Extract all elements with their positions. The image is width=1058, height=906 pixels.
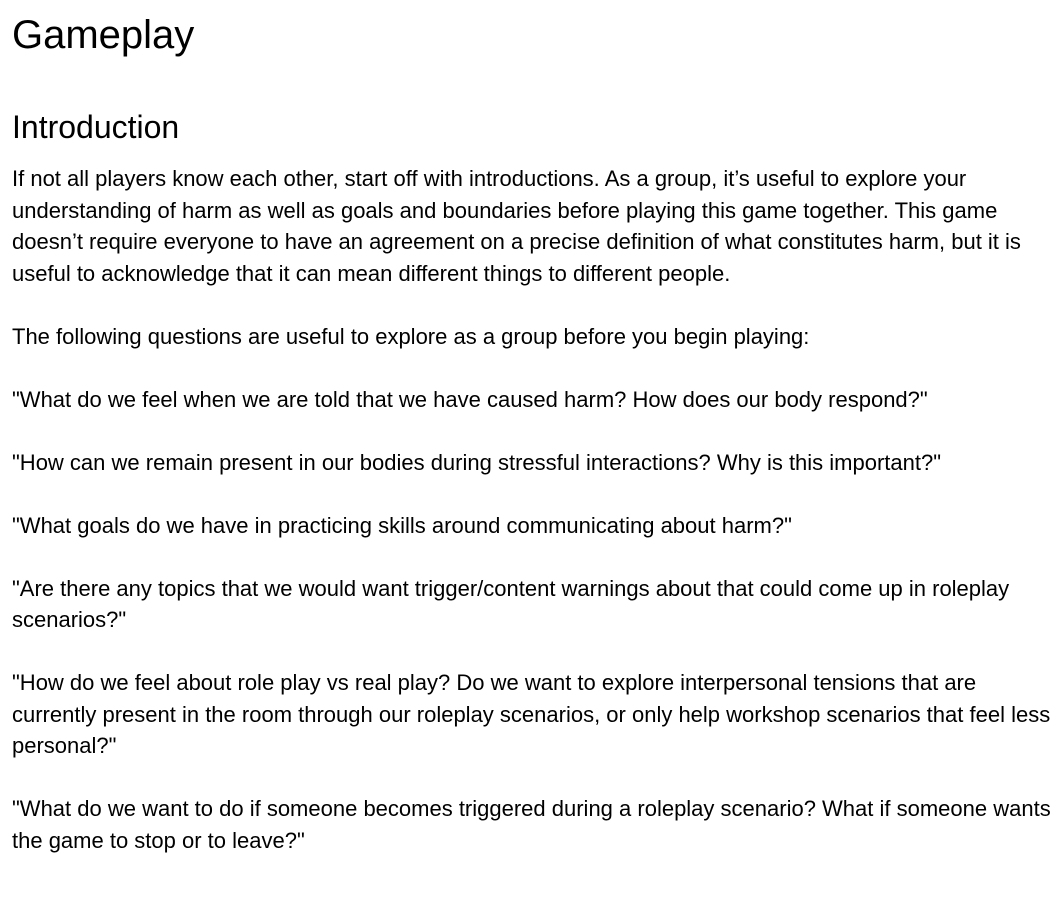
question-feel-harm: "What do we feel when we are told that we have caused harm? How does our body respond?"	[12, 386, 928, 412]
question-role-play-vs-real-play: "How do we feel about role play vs real play? Do we want to explore interpersonal tensions that are currently present in the room through our roleplay scenarios, or only help workshop scenarios that feel less personal?"	[12, 670, 1051, 758]
intro-paragraph: If not all players know each other, start off with introductions. As a group, it’s useful to explore your understanding of harm as well as goals and boundaries before playing this game together. This game doesn’t require everyone to have an agreement on a precise definition of what constitutes harm, but it is useful to acknowledge that it can mean different things to different people.	[12, 166, 1021, 286]
question-goals: "What goals do we have in practicing skills around communicating about harm?"	[12, 512, 792, 538]
page-title: Gameplay	[12, 13, 195, 57]
introduction-content	[12, 163, 1052, 856]
section-heading-introduction: Introduction	[12, 109, 180, 145]
document-page	[12, 0, 1052, 888]
question-content-warnings: "Are there any topics that we would want trigger/content warnings about that could come up in roleplay scenarios?"	[12, 575, 1010, 632]
questions-lead-in: The following questions are useful to explore as a group before you begin playing:	[12, 323, 810, 349]
question-remain-present: "How can we remain present in our bodies during stressful interactions? Why is this important?"	[12, 449, 942, 475]
question-someone-triggered: "What do we want to do if someone becomes triggered during a roleplay scenario? What if someone wants the game to stop or to leave?"	[12, 796, 1051, 853]
